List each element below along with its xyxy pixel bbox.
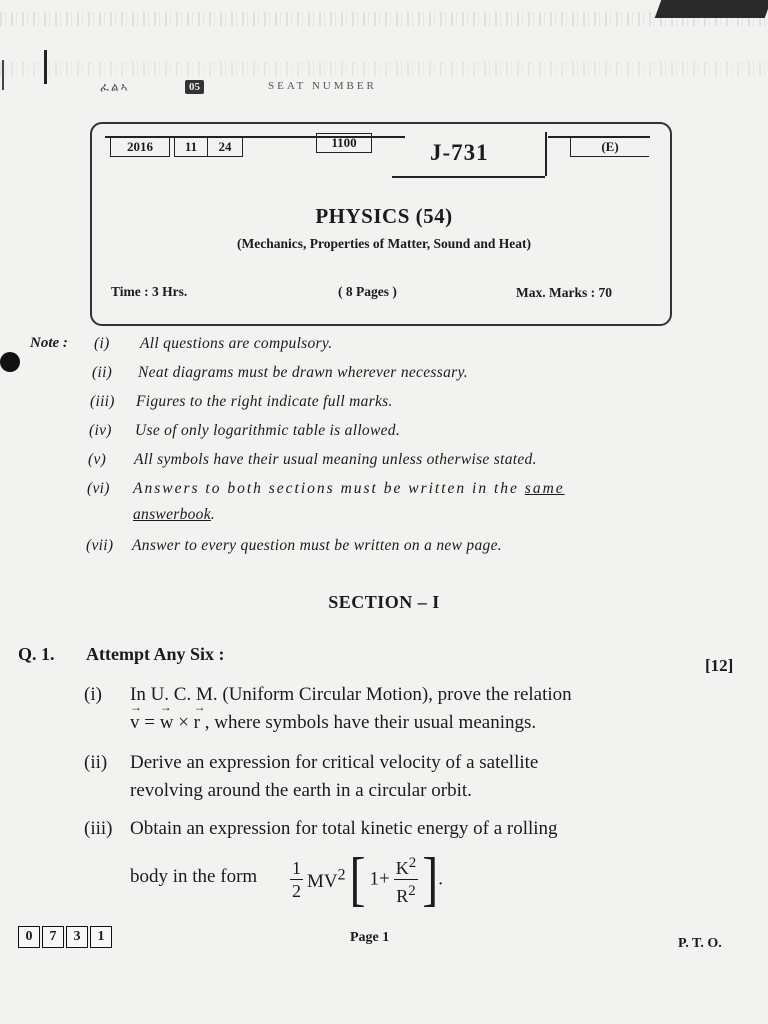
question-title: Attempt Any Six :	[86, 644, 225, 664]
question-item-line	[130, 712, 536, 734]
note-number: (v)	[88, 451, 107, 468]
note-number: (ii)	[92, 364, 113, 381]
punch-hole	[0, 352, 20, 372]
note-text: Answer to every question must be written on a new page.	[132, 537, 502, 554]
question-number: Q. 1.	[18, 644, 55, 664]
margin-mark	[2, 60, 4, 90]
mv-term	[307, 866, 346, 892]
vector-relation: → v = → w × → r	[130, 712, 200, 733]
page-count: ( 8 Pages )	[338, 284, 397, 299]
fraction-denominator: 2	[292, 881, 301, 901]
paper-code-cells	[18, 926, 114, 948]
k-text: K	[395, 858, 409, 878]
note-number: (iv)	[89, 422, 112, 439]
header-divider	[545, 132, 547, 176]
header-rule	[392, 176, 545, 178]
note-label: Note :	[30, 335, 68, 351]
k-over-r-fraction	[394, 852, 419, 907]
note-text-underlined: same	[524, 480, 565, 497]
note-text	[133, 480, 565, 498]
note-number: (i)	[94, 335, 110, 352]
code-digit: 3	[66, 926, 88, 948]
seat-prefix: ፈልኣ	[100, 80, 130, 94]
item-number: (ii)	[84, 752, 108, 773]
seat-number-label: SEAT NUMBER	[268, 80, 377, 92]
item-text: , where symbols have their usual meanings.	[200, 712, 537, 733]
right-bracket: ]	[422, 845, 439, 912]
item-text: Obtain an expression for total kinetic energy of a rolling	[130, 818, 558, 839]
question-item-line: body in the form	[130, 866, 258, 887]
fraction-numerator: 1	[292, 858, 301, 878]
vector-w: → w	[160, 712, 174, 734]
section-heading: SECTION – I	[328, 592, 440, 612]
mv-text: MV	[307, 870, 338, 892]
margin-mark	[44, 50, 47, 84]
exponent: 2	[337, 866, 346, 884]
scan-edge-shadow	[655, 0, 768, 18]
question-marks: [12]	[705, 656, 734, 675]
note-text-main: Answers to both sections must be written in the	[133, 480, 519, 497]
item-number: (iii)	[84, 818, 113, 839]
paper-code: J-731	[430, 140, 489, 165]
note-text: Figures to the right indicate full marks.	[136, 393, 393, 410]
code-digit: 1	[90, 926, 112, 948]
pto-label: P. T. O.	[678, 936, 722, 951]
exponent: 2	[408, 855, 417, 871]
vector-r: → r	[194, 712, 200, 734]
note-text-underlined: answerbook	[133, 506, 211, 523]
left-bracket: [	[349, 845, 366, 912]
exam-title: PHYSICS (54)	[315, 204, 453, 228]
page-number: Page 1	[350, 930, 390, 945]
item-text: In U. C. M. (Uniform Circular Motion), prove the relation	[130, 684, 572, 705]
one-plus: 1+	[369, 868, 390, 890]
period: .	[210, 506, 216, 523]
medium-box: (E)	[570, 138, 649, 157]
r-text: R	[396, 886, 409, 906]
exam-subtitle: (Mechanics, Properties of Matter, Sound and Heat)	[237, 236, 531, 251]
item-text: Derive an expression for critical velocity of a satellite	[130, 752, 539, 773]
item-number: (i)	[84, 684, 102, 705]
note-text: Use of only logarithmic table is allowed.	[135, 422, 401, 439]
period: .	[438, 868, 443, 890]
note-text: All questions are compulsory.	[140, 335, 333, 352]
note-text: Neat diagrams must be drawn wherever necessary.	[138, 364, 468, 381]
time-duration: Time : 3 Hrs.	[111, 284, 188, 299]
code-digit: 0	[18, 926, 40, 948]
exponent: 2	[408, 883, 416, 899]
date-month: 11	[174, 137, 208, 157]
note-number: (vii)	[86, 537, 114, 554]
question-item-line: revolving around the earth in a circular orbit.	[130, 780, 472, 801]
date-day: 24	[207, 137, 243, 157]
scan-noise-band	[0, 62, 768, 76]
half-fraction	[290, 857, 303, 902]
fraction-numerator	[394, 852, 419, 880]
code-digit: 7	[42, 926, 64, 948]
fraction-denominator	[394, 880, 419, 907]
max-marks: Max. Marks : 70	[516, 285, 612, 300]
kinetic-energy-formula	[290, 845, 443, 912]
note-number: (vi)	[87, 480, 110, 497]
note-text: All symbols have their usual meaning unless otherwise stated.	[134, 451, 537, 468]
vector-v: → v	[130, 712, 140, 734]
time-code: 1100	[316, 133, 372, 153]
note-item-continuation	[133, 506, 215, 524]
note-number: (iii)	[90, 393, 115, 410]
seat-code: 05	[185, 80, 204, 94]
scan-noise-top	[0, 12, 768, 26]
date-year: 2016	[110, 137, 170, 157]
